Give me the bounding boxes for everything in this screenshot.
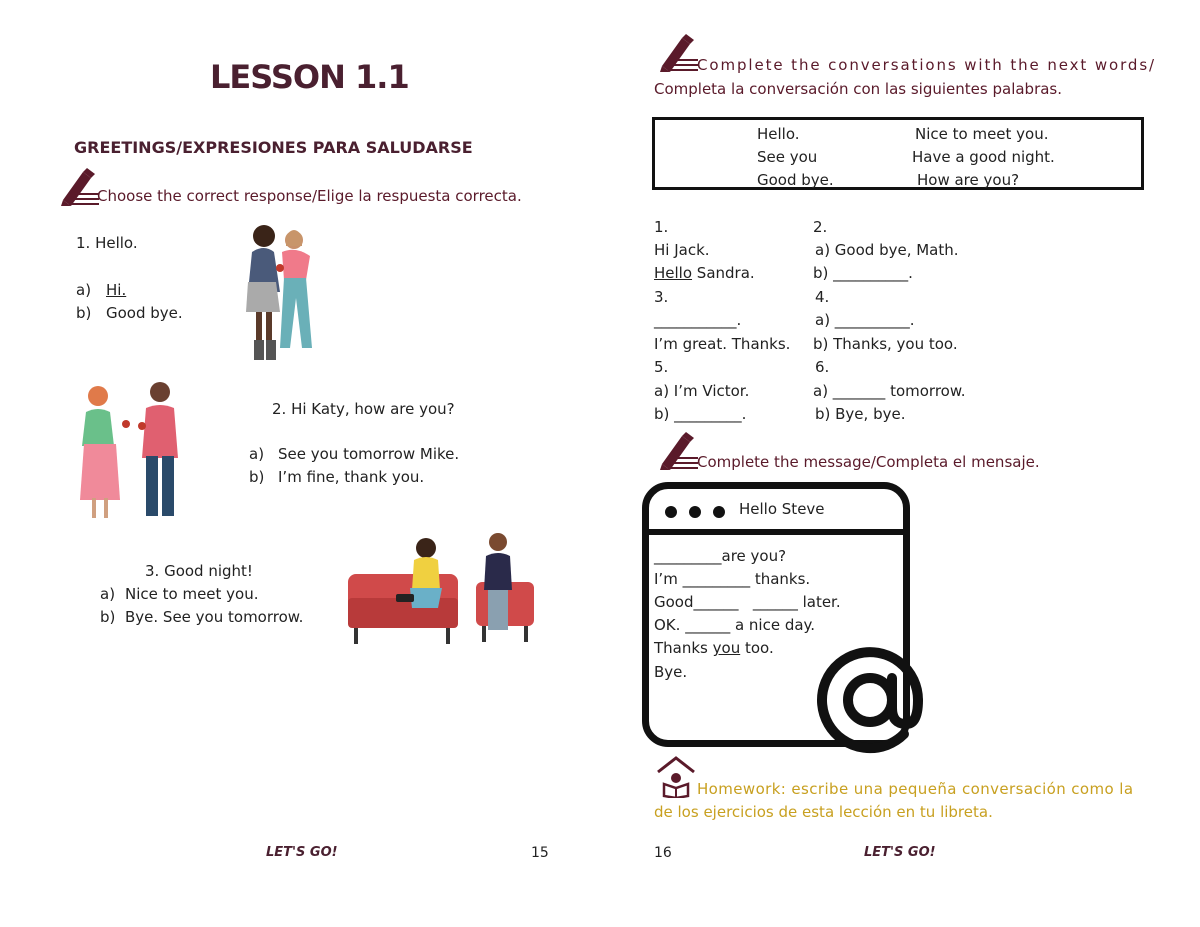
message-line6: Bye. — [654, 663, 688, 681]
conv3-line2: I’m great. Thanks. — [654, 335, 791, 353]
conv6-line2: b) Bye, bye. — [815, 405, 906, 423]
word-box — [652, 117, 1144, 190]
message-text: later. — [797, 593, 841, 611]
conv6-number: 6. — [815, 358, 830, 376]
message-text: too. — [740, 639, 774, 657]
conv2-line2: b) __________. — [813, 264, 913, 282]
message-line3 — [654, 591, 841, 614]
message-header: Hello Steve — [739, 500, 825, 518]
q3-a-label: a) — [100, 585, 116, 603]
q1-b-text: Good bye. — [106, 304, 183, 322]
pencil-icon — [656, 32, 698, 74]
pencil-icon — [656, 430, 698, 472]
message-blank: ______ — [693, 593, 739, 611]
message-blank: _________ — [682, 570, 751, 588]
message-blank: ______ — [685, 616, 731, 634]
q1-question: 1. Hello. — [76, 234, 138, 252]
conv1-line1: Hi Jack. — [654, 241, 710, 259]
q3-b-label: b) — [100, 608, 116, 626]
word-nice-to-meet-you: Nice to meet you. — [915, 125, 1049, 143]
q2-b-text: I’m fine, thank you. — [278, 468, 425, 486]
window-dot-icon — [713, 506, 725, 518]
right-instruction-line1: Complete the conversations with the next words/ — [697, 56, 1156, 74]
q1-a-label: a) — [76, 281, 92, 299]
two-women-illustration — [236, 222, 336, 372]
q1-b-label: b) — [76, 304, 92, 322]
home-book-icon — [656, 756, 696, 798]
message-line2 — [654, 568, 810, 591]
conv4-number: 4. — [815, 288, 830, 306]
conv6-line1: a) _______ tomorrow. — [813, 382, 966, 400]
left-footer-brand: LET'S GO! — [266, 845, 338, 860]
homework-line1: Homework: escribe una pequeña conversación como la — [697, 780, 1134, 798]
conv1-line2-rest: Sandra. — [692, 264, 755, 282]
q2-a-text: See you tomorrow Mike. — [278, 445, 460, 463]
message-line5 — [654, 637, 774, 660]
conv4-line2: b) Thanks, you too. — [813, 335, 958, 353]
message-underlined-you: you — [712, 639, 741, 657]
message-blank: ______ — [752, 593, 798, 611]
man-woman-cups-illustration — [76, 378, 186, 528]
q3-question: 3. Good night! — [145, 562, 253, 580]
message-text: I’m — [654, 570, 683, 588]
conv3-number: 3. — [654, 288, 669, 306]
message-line1 — [654, 545, 786, 568]
sofa-conversation-illustration — [346, 528, 536, 646]
at-sign-icon — [800, 630, 940, 770]
lesson-title: LESSON 1.1 — [210, 58, 409, 96]
message-text: Thanks — [654, 639, 713, 657]
message-blank: _________ — [654, 547, 722, 565]
right-footer-brand: LET'S GO! — [864, 845, 936, 860]
window-dot-icon — [665, 506, 677, 518]
conv5-line1: a) I’m Victor. — [654, 382, 750, 400]
conv5-line2: b) _________. — [654, 405, 747, 423]
conv5-number: 5. — [654, 358, 669, 376]
conv1-hello-underlined: Hello — [654, 264, 693, 282]
message-text: Good — [654, 593, 694, 611]
message-text: OK. — [654, 616, 686, 634]
left-instruction: Choose the correct response/Elige la respuesta correcta. — [97, 187, 522, 205]
conv1-line2 — [654, 262, 755, 285]
homework-line2: de los ejercicios de esta lección en tu libreta. — [654, 803, 993, 821]
q1-a-text: Hi. — [106, 281, 127, 299]
message-text: are you? — [721, 547, 787, 565]
q2-a-label: a) — [249, 445, 265, 463]
conv2-line1: a) Good bye, Math. — [815, 241, 959, 259]
word-see-you: See you — [757, 148, 818, 166]
q3-a-text: Nice to meet you. — [125, 585, 259, 603]
conv4-line1: a) __________. — [815, 311, 915, 329]
message-text: thanks. — [750, 570, 811, 588]
word-hello: Hello. — [757, 125, 800, 143]
pencil-icon — [57, 166, 99, 208]
message-line4 — [654, 614, 815, 637]
q2-question: 2. Hi Katy, how are you? — [272, 400, 455, 418]
conv2-number: 2. — [813, 218, 828, 236]
section-subtitle: GREETINGS/EXPRESIONES PARA SALUDARSE — [74, 138, 473, 157]
right-instruction-line2: Completa la conversación con las siguientes palabras. — [654, 80, 1063, 98]
word-good-bye: Good bye. — [757, 171, 834, 189]
left-page-number: 15 — [531, 845, 549, 861]
q3-b-text: Bye. See you tomorrow. — [125, 608, 304, 626]
word-have-a-good-night: Have a good night. — [912, 148, 1055, 166]
message-text: a nice day. — [730, 616, 816, 634]
conv1-number: 1. — [654, 218, 669, 236]
message-instruction: Complete the message/Completa el mensaje. — [697, 453, 1040, 471]
word-how-are-you: How are you? — [917, 171, 1020, 189]
right-page-number: 16 — [654, 845, 672, 861]
window-dot-icon — [689, 506, 701, 518]
q2-b-label: b) — [249, 468, 265, 486]
conv3-line1: ___________. — [654, 311, 742, 329]
